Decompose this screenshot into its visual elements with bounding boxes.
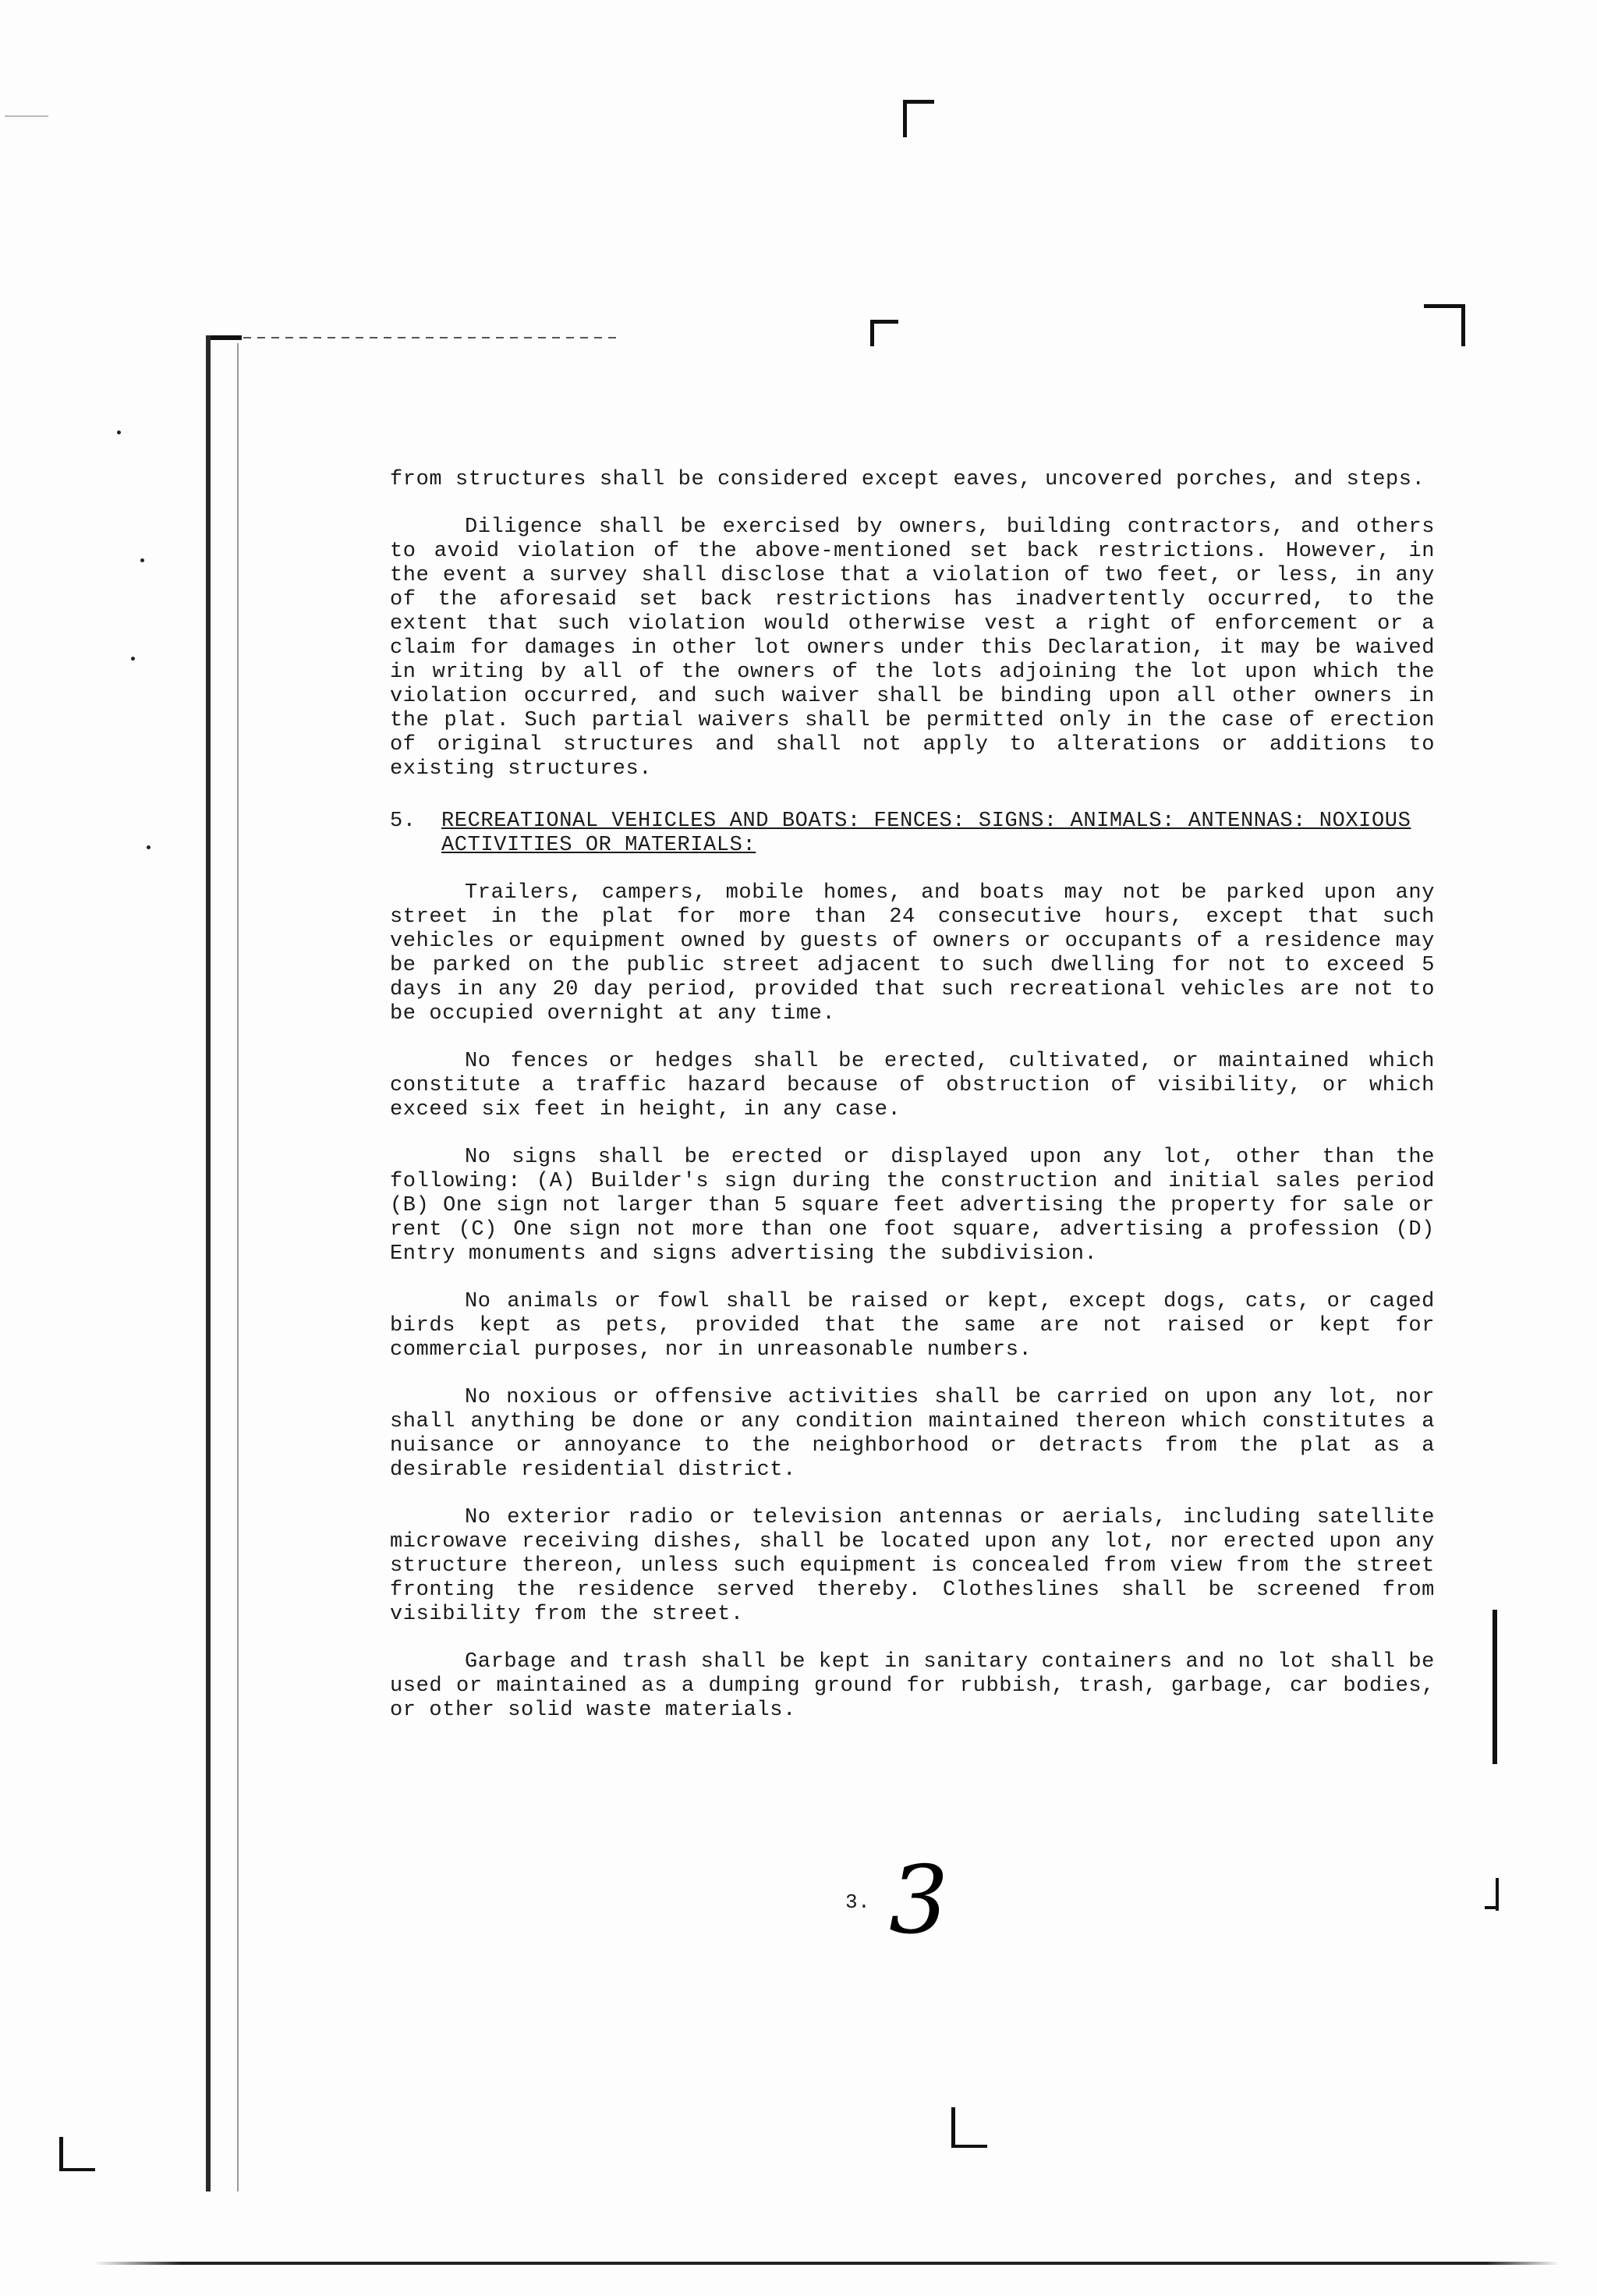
frame-line <box>206 335 242 340</box>
scan-speck <box>140 558 144 562</box>
crop-mark <box>903 100 907 137</box>
paragraph-signs: No signs shall be erected or displayed upon any lot, other than the following: (A) Builder's sign during the construction and initial sales period (B) One sign not larger than 5 square feet advertising the property for sale or rent (C) One sign not more than one foot square, advertising a profession (D) Entry monuments and signs advertising the subdivision. <box>390 1146 1435 1266</box>
section-number: 5. <box>390 810 416 833</box>
margin-bar <box>1493 1610 1497 1764</box>
crop-mark <box>59 2168 95 2171</box>
frame-line <box>237 343 239 2191</box>
frame-line <box>243 337 618 338</box>
paragraph-diligence: Diligence shall be exercised by owners, building contractors, and others to avoid violation of the above-mentioned set back restrictions. However, in the event a survey shall disclose that a violation of two feet, or less, in any of the aforesaid set back restrictions has inadvertently occurred, to the extent that such violation would otherwise vest a right of enforcement or a claim for damages in other lot owners under this Declaration, it may be waived in writing by all of the owners of the lots adjoining the lot upon which the violation occurred, and such waiver shall be binding upon all other owners in the plat. Such partial waivers shall be permitted only in the case of erection of original structures and shall not apply to alterations or additions to existing structures. <box>390 516 1435 781</box>
margin-mark <box>1485 1906 1499 1909</box>
scan-edge-line <box>94 2262 1560 2265</box>
frame-line <box>206 335 211 2191</box>
crop-mark <box>870 320 874 346</box>
crop-mark <box>1424 304 1464 308</box>
paragraph-antennas: No exterior radio or television antennas or aerials, including satellite microwave receiving dishes, shall be located upon any lot, nor erected upon any structure thereon, unless such equipment is concealed from view from the street fronting the residence served thereby. Clotheslines shall be screened from visibility from the street. <box>390 1506 1435 1626</box>
scan-speck <box>131 657 135 661</box>
crop-mark <box>951 2107 955 2148</box>
paragraph-fences: No fences or hedges shall be erected, cultivated, or maintained which constitute a traffic hazard because of obstruction of visibility, or which exceed six feet in height, in any case. <box>390 1050 1435 1121</box>
paragraph-animals: No animals or fowl shall be raised or kept, except dogs, cats, or caged birds kept as pets, provided that the same are not raised or kept for commercial purposes, nor in unreasonable numbers. <box>390 1290 1435 1362</box>
scan-speck <box>117 430 121 434</box>
crop-mark <box>903 100 934 104</box>
page-number: 3. <box>845 1890 871 1914</box>
scan-speck <box>147 845 150 849</box>
section-title: RECREATIONAL VEHICLES AND BOATS: FENCES: SIGNS: ANIMALS: ANTENNAS: NOXIOUS ACTIVITIES OR MATERIALS: <box>441 810 1411 857</box>
crop-mark <box>59 2137 63 2170</box>
crop-mark <box>1461 304 1465 346</box>
paragraph-setback-tail: from structures shall be considered except eaves, uncovered porches, and steps. <box>390 468 1425 491</box>
document-body <box>390 468 1435 1746</box>
paragraph-garbage: Garbage and trash shall be kept in sanitary containers and no lot shall be used or maintained as a dumping ground for rubbish, trash, garbage, car bodies, or other solid waste materials. <box>390 1650 1435 1722</box>
paragraph-noxious: No noxious or offensive activities shall be carried on upon any lot, nor shall anything be done or any condition maintained thereon which constitutes a nuisance or annoyance to the neighborhood or detracts from the plat as a desirable residential district. <box>390 1386 1435 1482</box>
paragraph-trailers: Trailers, campers, mobile homes, and boats may not be parked upon any street in the plat for more than 24 consecutive hours, except that such vehicles or equipment owned by guests of owners or occupants of a residence may be parked on the public street adjacent to such dwelling for not to exceed 5 days in any 20 day period, provided that such recreational vehicles are not to be occupied overnight at any time. <box>390 881 1435 1026</box>
section-heading <box>390 810 1435 858</box>
handwritten-page-number: 3 <box>889 1847 949 1955</box>
scan-artifact-dash <box>5 115 48 117</box>
crop-mark <box>870 320 898 324</box>
crop-mark <box>951 2145 987 2148</box>
